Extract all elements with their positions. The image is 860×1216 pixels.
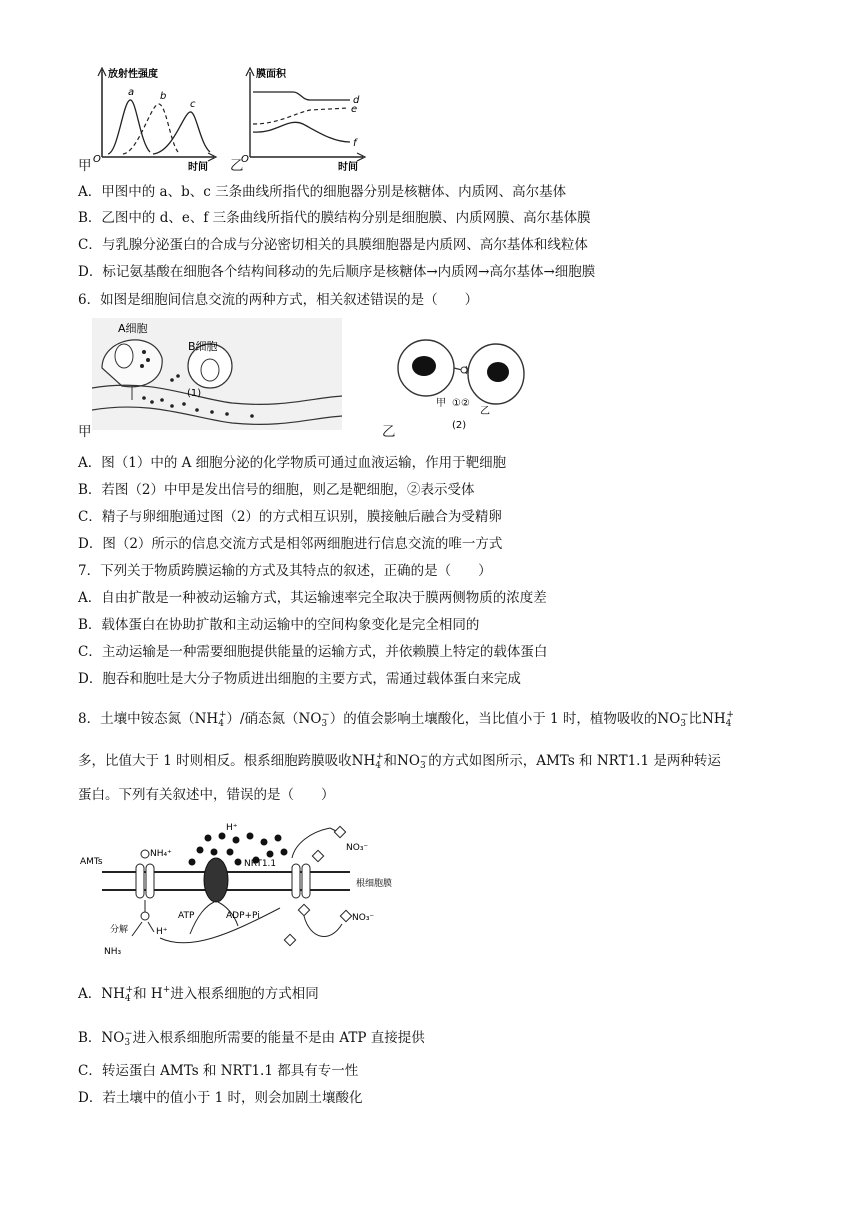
jia-xlabel: 时间 bbox=[188, 162, 208, 172]
q6-option-d: D．图（2）所示的信息交流方式是相邻两细胞进行信息交流的唯一方式 bbox=[78, 536, 503, 552]
cell-a-label: A细胞 bbox=[118, 322, 148, 335]
q6-stem: 6．如图是细胞间信息交流的两种方式，相关叙述错误的是（ ） bbox=[78, 292, 479, 308]
fig8-no3: NO₃⁻ bbox=[346, 843, 369, 853]
fig6-caption-1: (1) bbox=[187, 388, 202, 399]
fig6-receptors: ①② bbox=[452, 398, 470, 409]
fig8-nh4: NH₄⁺ bbox=[150, 849, 172, 859]
fig8-amts: AMTs bbox=[80, 857, 103, 867]
fig6-jia-label: 甲 bbox=[78, 424, 92, 440]
ion-no3: $NO_3^-$ bbox=[298, 710, 330, 729]
q8-stem-line3: 蛋白。下列有关叙述中，错误的是（ ） bbox=[78, 787, 335, 803]
jia-curve-a: a bbox=[128, 87, 135, 98]
q8-option-a-prefix: A． bbox=[78, 986, 102, 1002]
fig6-caption-2: (2) bbox=[452, 420, 467, 431]
fig5-jia-label: 甲 bbox=[78, 158, 92, 174]
q8-line1-part-d: 比 bbox=[688, 711, 703, 727]
fig8-membrane-label: 根细胞膜 bbox=[356, 879, 393, 889]
q7-option-b: B．载体蛋白在协助扩散和主动运输中的空间构象变化是完全相同的 bbox=[78, 617, 480, 633]
fig6-yi-in-fig: 乙 bbox=[480, 406, 490, 417]
fig8-decompose: 分解 bbox=[110, 925, 129, 935]
fig8-nrt: NRT1.1 bbox=[244, 859, 277, 869]
q8-option-b-rest: 进入根系细胞所需要的能量不是由 ATP 直接提供 bbox=[132, 1030, 425, 1046]
figure-6-2 bbox=[396, 336, 530, 436]
jia-origin: O bbox=[93, 154, 101, 165]
q8-stem-line2 bbox=[78, 748, 721, 775]
yi-curve-f: f bbox=[353, 138, 357, 149]
q8-option-a bbox=[78, 981, 319, 1008]
q6-option-c: C．精子与卵细胞通过图（2）的方式相互识别，膜接触后融合为受精卵 bbox=[78, 509, 502, 525]
fig8-hplus: H⁺ bbox=[226, 823, 238, 833]
q6-option-a: A．图（1）中的 A 细胞分泌的化学物质可通过血液运输，作用于靶细胞 bbox=[78, 455, 507, 471]
ion-no3: $NO_3^-$ bbox=[101, 1029, 133, 1048]
q8-line2-part-c: 的方式如图所示，AMTs 和 NRT1.1 是两种转运 bbox=[428, 753, 721, 769]
q8-line1-part-b: ）/硝态氮（ bbox=[226, 711, 299, 727]
yi-xlabel: 时间 bbox=[338, 162, 358, 172]
q7-stem: 7．下列关于物质跨膜运输的方式及其特点的叙述，正确的是（ ） bbox=[78, 563, 492, 579]
q7-option-d: D．胞吞和胞吐是大分子物质进出细胞的主要方式，需通过载体蛋白来完成 bbox=[78, 671, 521, 687]
q5-option-b: B．乙图中的 d、e、f 三条曲线所指代的膜结构分别是细胞膜、内质网膜、高尔基体膜 bbox=[78, 210, 591, 226]
q8-option-c: C．转运蛋白 AMTs 和 NRT1.1 都具有专一性 bbox=[78, 1063, 359, 1079]
fig8-hplus-2: H⁺ bbox=[156, 927, 168, 937]
q8-option-b-prefix: B． bbox=[78, 1030, 102, 1046]
ion-nh4: $NH_4^+$ bbox=[101, 985, 134, 1004]
q8-option-b bbox=[78, 1025, 425, 1052]
cell-b-label: B细胞 bbox=[188, 340, 218, 353]
ion-no3: $NO_3^-$ bbox=[657, 710, 689, 729]
jia-curve-c: c bbox=[190, 99, 196, 110]
yi-ylabel: 膜面积 bbox=[256, 69, 286, 80]
q8-option-a-mid: 和 H bbox=[133, 986, 163, 1002]
ion-nh4: $NH_4^+$ bbox=[351, 752, 384, 771]
ion-nh4: $NH_4^+$ bbox=[702, 710, 734, 729]
fig8-adp: ADP+Pi bbox=[226, 911, 260, 921]
ion-no3: $NO_3^-$ bbox=[397, 752, 429, 771]
figure-8-membrane-transport bbox=[80, 814, 410, 966]
ion-nh4: $NH_4^+$ bbox=[194, 710, 227, 729]
yi-origin: O bbox=[241, 154, 249, 165]
fig5-yi-label: 乙 bbox=[230, 158, 244, 174]
q8-stem-line1 bbox=[78, 706, 734, 733]
q7-option-c: C．主动运输是一种需要细胞提供能量的运输方式，并依赖膜上特定的载体蛋白 bbox=[78, 644, 548, 660]
fig6-yi-label: 乙 bbox=[382, 424, 396, 440]
q7-option-a: A．自由扩散是一种被动运输方式，其运输速率完全取决于膜两侧物质的浓度差 bbox=[78, 590, 547, 606]
yi-curve-e: e bbox=[351, 104, 358, 115]
q8-option-a-rest: 进入根系细胞的方式相同 bbox=[170, 986, 319, 1002]
q8-line1-part-a: 8．土壤中铵态氮（ bbox=[78, 711, 195, 727]
q8-option-a-plus: + bbox=[162, 985, 171, 995]
fig6-jia-in-fig: 甲 bbox=[436, 398, 446, 409]
jia-ylabel: 放射性强度 bbox=[108, 69, 158, 80]
q5-option-a: A．甲图中的 a、b、c 三条曲线所指代的细胞器分别是核糖体、内质网、高尔基体 bbox=[78, 184, 567, 200]
figure-6-1 bbox=[92, 318, 342, 430]
figure-5-graphs bbox=[78, 62, 378, 172]
q8-option-d: D．若土壤中的值小于 1 时，则会加剧土壤酸化 bbox=[78, 1090, 363, 1106]
q8-line2-part-b: 和 bbox=[383, 753, 398, 769]
fig8-atp: ATP bbox=[178, 911, 195, 921]
q8-line2-part-a: 多，比值大于 1 时则相反。根系细胞跨膜吸收 bbox=[78, 753, 352, 769]
q5-option-d: D．标记氨基酸在细胞各个结构间移动的先后顺序是核糖体→内质网→高尔基体→细胞膜 bbox=[78, 264, 596, 280]
q6-option-b: B．若图（2）中甲是发出信号的细胞，则乙是靶细胞，②表示受体 bbox=[78, 482, 475, 498]
jia-curve-b: b bbox=[160, 91, 167, 102]
fig8-no3-2: NO₃⁻ bbox=[352, 913, 375, 923]
q8-line1-part-c: ）的值会影响土壤酸化，当比值小于 1 时，植物吸收的 bbox=[329, 711, 658, 727]
fig8-nh3: NH₃ bbox=[104, 947, 122, 957]
q5-option-c: C．与乳腺分泌蛋白的合成与分泌密切相关的具膜细胞器是内质网、高尔基体和线粒体 bbox=[78, 237, 588, 253]
yi-curve-d: d bbox=[353, 95, 360, 106]
